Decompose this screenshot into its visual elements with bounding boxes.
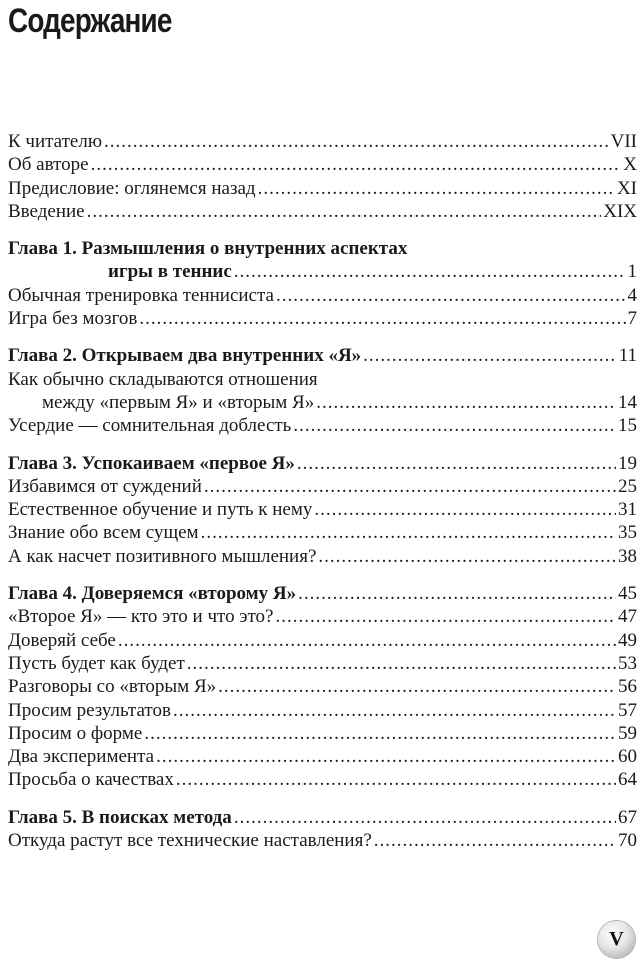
toc-chapter-title: Глава 3. Успокаиваем «первое Я» [8, 452, 295, 474]
toc-entry-page: 70 [618, 830, 637, 852]
toc-entry-title: Введение [8, 200, 85, 222]
toc-entry-title: Обычная тренировка теннисиста [8, 284, 274, 306]
toc-chapter-heading-continued[interactable] [8, 260, 637, 283]
toc-entry-page: XI [616, 177, 637, 199]
toc-entry-title: К читателю [8, 131, 103, 152]
toc-entry[interactable] [8, 177, 637, 200]
toc-entry-title: Естественное обучение и путь к нему [8, 499, 313, 521]
toc-entry[interactable] [8, 652, 637, 675]
toc-entry-page: 49 [618, 629, 637, 651]
toc-entry[interactable] [8, 745, 637, 768]
toc-entry[interactable] [8, 675, 637, 698]
toc-leader-dots [318, 545, 616, 568]
toc-entry-title: Доверяй себе [8, 629, 116, 651]
table-of-contents [8, 130, 637, 852]
toc-leader-dots [234, 806, 616, 829]
page-number-badge: V [598, 921, 635, 958]
toc-leader-dots [139, 307, 625, 330]
toc-entry[interactable] [8, 130, 637, 153]
toc-entry-title: А как насчет позитивного мышления? [8, 545, 317, 567]
toc-entry-title: Избавимся от суждений [8, 475, 202, 497]
toc-entry[interactable] [8, 153, 637, 176]
toc-entry-title: Просим результатов [8, 699, 171, 721]
toc-leader-dots [104, 130, 609, 153]
toc-chapter-heading[interactable] [8, 237, 637, 260]
toc-leader-dots [144, 722, 616, 745]
toc-entry-page: 25 [618, 475, 637, 497]
toc-entry-title: Два эксперимента [8, 746, 155, 768]
toc-entry-title: Просим о форме [8, 722, 143, 744]
toc-leader-dots [118, 629, 616, 652]
toc-entry-title: Усердие — сомнительная доблесть [8, 415, 292, 437]
toc-entry-page: 64 [618, 769, 637, 791]
toc-entry-title: Пусть будет как будет [8, 652, 185, 674]
toc-entry[interactable] [8, 545, 637, 568]
toc-entry[interactable] [8, 605, 637, 628]
toc-leader-dots [218, 675, 616, 698]
toc-entry-page: 59 [618, 722, 637, 744]
toc-entry[interactable] [8, 768, 637, 791]
toc-leader-dots [173, 699, 616, 722]
toc-leader-dots [204, 475, 616, 498]
toc-leader-dots [201, 521, 616, 544]
toc-chapter-heading[interactable] [8, 452, 637, 475]
toc-entry-page: 14 [618, 391, 637, 413]
toc-entry[interactable] [8, 498, 637, 521]
toc-entry-page: 19 [618, 452, 637, 474]
toc-entry-page: 31 [618, 499, 637, 521]
toc-entry[interactable] [8, 629, 637, 652]
toc-leader-dots [275, 605, 616, 628]
toc-entry[interactable] [8, 722, 637, 745]
toc-entry-page: 11 [618, 345, 637, 367]
page-title: Содержание [8, 2, 172, 40]
toc-entry-continued[interactable] [8, 391, 637, 414]
toc-leader-dots [234, 260, 626, 283]
toc-leader-dots [156, 745, 616, 768]
toc-entry-page: XIX [603, 200, 637, 222]
toc-chapter-heading[interactable] [8, 344, 637, 367]
toc-entry[interactable] [8, 475, 637, 498]
toc-entry-page: 15 [618, 415, 637, 437]
toc-entry-page: X [623, 154, 637, 176]
toc-entry-page: 4 [627, 284, 637, 306]
toc-entry-title: между «первым Я» и «вторым Я» [42, 391, 315, 413]
toc-entry-page: 53 [618, 652, 637, 674]
toc-leader-dots [293, 414, 616, 437]
toc-leader-dots [314, 498, 616, 521]
toc-entry-page: 45 [618, 583, 637, 605]
toc-entry-page: 7 [627, 308, 637, 330]
toc-entry-title: «Второе Я» — кто это и что это? [8, 606, 274, 628]
toc-leader-dots [87, 200, 602, 223]
toc-entry[interactable] [8, 284, 637, 307]
toc-leader-dots [258, 177, 615, 200]
toc-entry[interactable] [8, 307, 637, 330]
toc-leader-dots [297, 452, 616, 475]
toc-leader-dots [176, 768, 616, 791]
toc-entry-page: 1 [627, 261, 637, 283]
toc-chapter-heading[interactable] [8, 806, 637, 829]
toc-chapter-title: Глава 4. Доверяемся «второму Я» [8, 583, 297, 605]
toc-entry[interactable] [8, 829, 637, 852]
toc-entry-page: 47 [618, 606, 637, 628]
toc-chapter-title: Глава 5. В поисках метода [8, 806, 232, 828]
toc-entry-page: VII [610, 131, 637, 152]
toc-entry-title: Игра без мозгов [8, 308, 138, 330]
toc-entry[interactable] [8, 414, 637, 437]
toc-entry[interactable] [8, 699, 637, 722]
toc-leader-dots [316, 391, 616, 414]
toc-entry-title: Предисловие: оглянемся назад [8, 177, 256, 199]
toc-leader-dots [374, 829, 616, 852]
toc-entry[interactable] [8, 200, 637, 223]
toc-entry[interactable] [8, 368, 637, 391]
toc-entry[interactable] [8, 521, 637, 544]
toc-entry-title: Как обычно складываются отношения [8, 368, 318, 390]
toc-chapter-title: Глава 2. Открываем два внутренних «Я» [8, 345, 362, 367]
toc-entry-page: 60 [618, 746, 637, 768]
toc-chapter-heading[interactable] [8, 582, 637, 605]
toc-entry-page: 35 [618, 522, 637, 544]
toc-entry-title: Разговоры со «вторым Я» [8, 676, 217, 698]
toc-entry-page: 56 [618, 676, 637, 698]
toc-chapter-title: игры в теннис [108, 261, 232, 283]
toc-leader-dots [363, 344, 617, 367]
toc-leader-dots [187, 652, 616, 675]
toc-entry-page: 38 [618, 545, 637, 567]
toc-entry-title: Откуда растут все технические наставления? [8, 830, 372, 852]
toc-entry-title: Об авторе [8, 154, 89, 176]
toc-entry-title: Просьба о качествах [8, 769, 174, 791]
toc-leader-dots [91, 153, 622, 176]
toc-leader-dots [276, 284, 626, 307]
toc-entry-page: 67 [618, 806, 637, 828]
toc-entry-title: Знание обо всем сущем [8, 522, 199, 544]
toc-entry-page: 57 [618, 699, 637, 721]
toc-leader-dots [298, 582, 616, 605]
toc-chapter-title: Глава 1. Размышления о внутренних аспектах [8, 238, 408, 260]
